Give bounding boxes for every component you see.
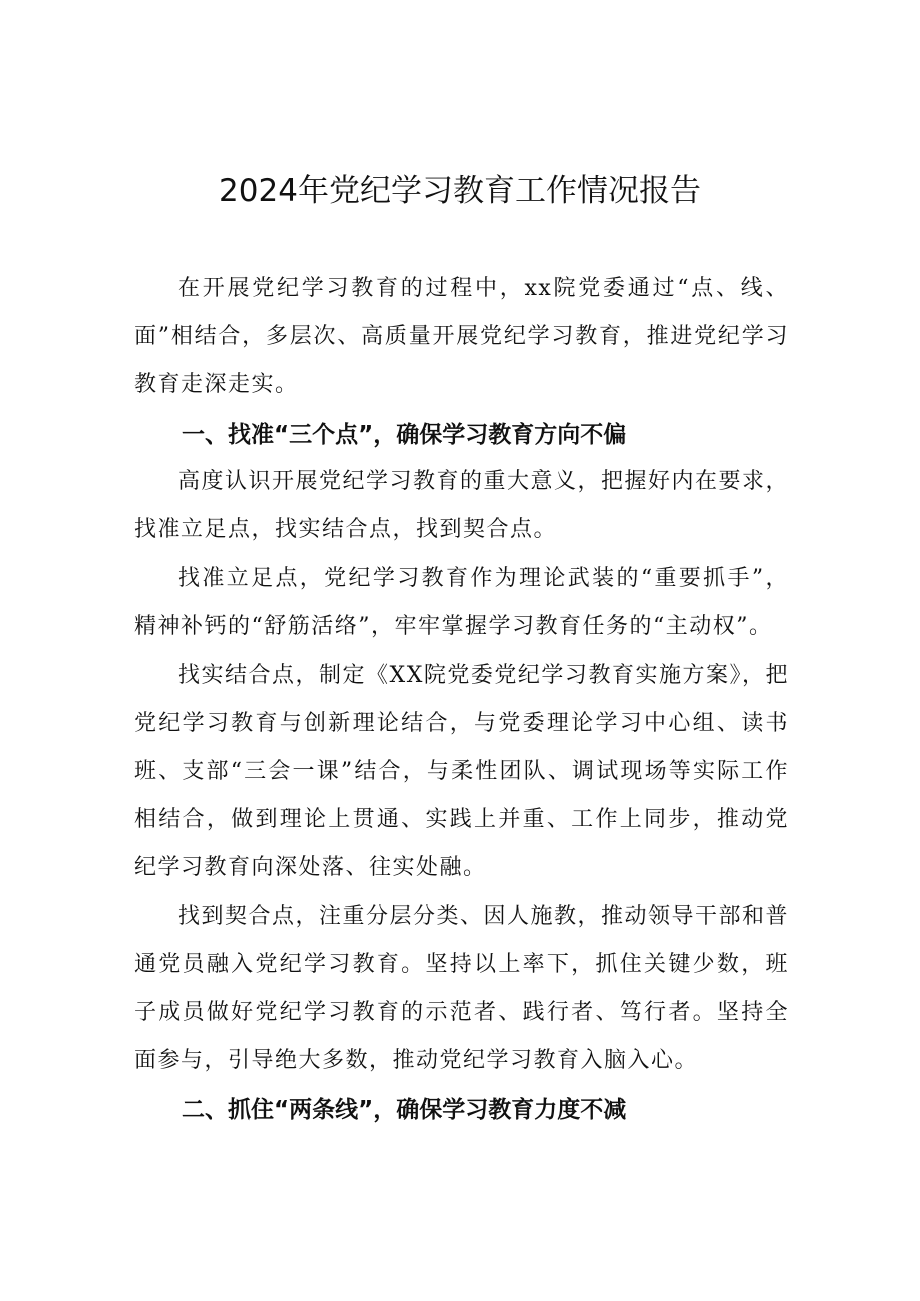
section-1-paragraph-3: 找实结合点，制定《XX院党委党纪学习教育实施方案》，把党纪学习教育与创新理论结合，与党委理论学习中心组、读书班、支部“三会一课”结合，与柔性团队、调试现场等实际工作相结合，做到理论上贯通、实践上并重、工作上同步，推动党纪学习教育向深处落、往实处融。 bbox=[134, 663, 789, 880]
section-1-heading: 一、找准“三个点”，确保学习教育方向不偏 bbox=[182, 422, 627, 448]
section-1-paragraph-4: 找到契合点，注重分层分类、因人施教，推动领导干部和普通党员融入党纪学习教育。坚持以上率下，抓住关键少数，班子成员做好党纪学习教育的示范者、践行者、笃行者。坚持全面参与，引导绝大多数，推动党纪学习教育入脑入心。 bbox=[134, 904, 790, 1073]
section-1-paragraph-1: 高度认识开展党纪学习教育的重大意义，把握好内在要求，找准立足点，找实结合点，找到契合点。 bbox=[134, 469, 790, 542]
section-1-paragraph-2: 找准立足点，党纪学习教育作为理论武装的“重要抓手”，精神补钙的“舒筋活络”，牢牢掌握学习教育任务的“主动权”。 bbox=[134, 566, 789, 639]
intro-paragraph: 在开展党纪学习教育的过程中，xx院党委通过“点、线、面”相结合，多层次、高质量开展党纪学习教育，推进党纪学习教育走深走实。 bbox=[134, 276, 789, 397]
section-2-heading: 二、抓住“两条线”，确保学习教育力度不减 bbox=[182, 1097, 627, 1123]
document-title: 2024年党纪学习教育工作情况报告 bbox=[219, 173, 701, 209]
